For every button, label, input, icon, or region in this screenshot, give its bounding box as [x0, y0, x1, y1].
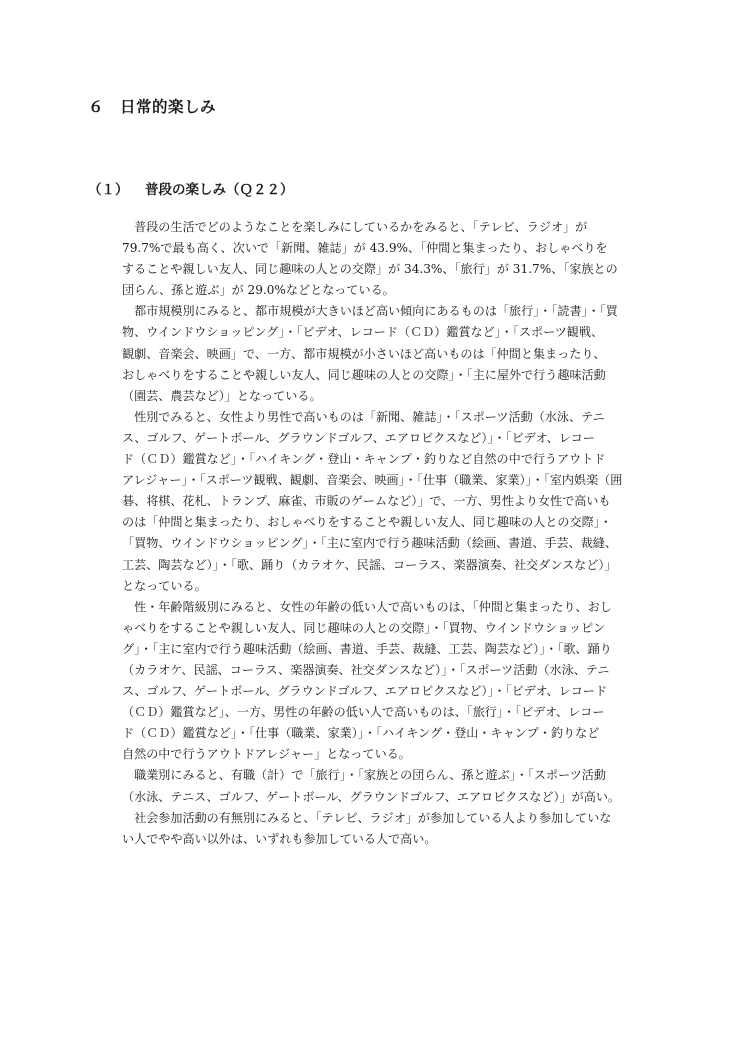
text-line: ス、ゴルフ、ゲートボール、グラウンドゴルフ、エアロビクスなど）」・「ビデオ、レコー	[122, 430, 595, 445]
text-line: ゃべりをすることや親しい友人、同じ趣味の人との交際」・「買物、ウインドウショッピン	[122, 620, 606, 635]
body-text	[122, 217, 682, 850]
text-line: 性・年齢階級別にみると、女性の年齢の低い人で高いものは、「仲間と集まったり、おし	[122, 599, 612, 614]
text-line: グ」・「主に室内で行う趣味活動（絵画、書道、手芸、裁縫、工芸、陶芸など）」・「歌、踊り	[122, 641, 612, 656]
text-line: 79.7%で最も高く、次いで「新聞、雑誌」が 43.9%、「仲間と集まったり、おしゃべりを	[122, 241, 608, 256]
text-line: ド（ＣＤ）鑑賞など」・「仕事（職業、家業）」・「ハイキング・登山・キャンプ・釣りなど	[122, 726, 600, 741]
text-line: 自然の中で行うアウトドアレジャー」となっている。	[122, 747, 411, 762]
text-line: 碁、将棋、花札、トランプ、麻雀、市販のゲームなど）」で、一方、男性より女性で高いも	[122, 494, 611, 509]
text-line: （園芸、農芸など）」となっている。	[122, 388, 322, 403]
text-line: 「買物、ウインドウショッピング」・「主に室内で行う趣味活動（絵画、書道、手芸、裁縫、	[122, 536, 617, 551]
text-line: 社会参加活動の有無別にみると、「テレビ、ラジオ」が参加している人より参加していな	[122, 810, 612, 825]
chapter-number: ６	[88, 98, 105, 116]
section-heading	[88, 178, 294, 198]
text-line: 工芸、陶芸など）」・「歌、踊り（カラオケ、民謡、コーラス、楽器演奏、社交ダンスなど）」	[122, 557, 617, 572]
text-line: い人でやや高い以外は、いずれも参加している人で高い。	[122, 831, 437, 846]
text-line: （カラオケ、民謡、コーラス、楽器演奏、社交ダンスなど）」・「スポーツ活動（水泳、テニ	[122, 662, 610, 677]
text-line: 職業別にみると、有職（計）で「旅行」・「家族との団らん、孫と遊ぶ」・「スポーツ活動	[122, 768, 606, 783]
text-line: アレジャー」・「スポーツ観戦、観劇、音楽会、映画」・「仕事（職業、家業）」・「室内娯楽（囲	[122, 473, 623, 488]
section-title: 普段の楽しみ（Ｑ２２）	[145, 182, 294, 198]
text-line: （ＣＤ）鑑賞など」、一方、男性の年齢の低い人で高いものは、「旅行」・「ビデオ、レコー	[122, 705, 605, 720]
text-line: 性別でみると、女性より男性で高いものは「新聞、雑誌」・「スポーツ活動（水泳、テニ	[122, 409, 605, 424]
text-line: 物、ウインドウショッピング」・「ビデオ、レコード（ＣＤ）鑑賞など」・「スポーツ観戦、	[122, 325, 604, 340]
text-line: おしゃべりをすることや親しい友人、同じ趣味の人との交際」・「主に屋外で行う趣味活動	[122, 367, 606, 382]
text-line: ド（ＣＤ）鑑賞など」・「ハイキング・登山・キャンプ・釣りなど自然の中で行うアウトド	[122, 452, 606, 467]
text-line: となっている。	[122, 578, 207, 593]
text-line: 団らん、孫と遊ぶ」が 29.0%などとなっている。	[122, 283, 395, 298]
text-line: 都市規模別にみると、都市規模が大きいほど高い傾向にあるものは「旅行」・「読書」・「買	[122, 304, 618, 319]
section-number: （１）	[88, 182, 129, 198]
text-line: （水泳、テニス、ゴルフ、ゲートボール、グラウンドゴルフ、エアロビクスなど）」が高い。	[122, 789, 621, 804]
chapter-title: 日常的楽しみ	[120, 98, 217, 116]
text-line: のは「仲間と集まったり、おしゃべりをすることや親しい友人、同じ趣味の人との交際」・	[122, 515, 612, 530]
text-line: ス、ゴルフ、ゲートボール、グラウンドゴルフ、エアロビクスなど）」・「ビデオ、レコード	[122, 684, 608, 699]
chapter-heading	[88, 95, 216, 117]
text-line: 普段の生活でどのようなことを楽しみにしているかをみると、「テレビ、ラジオ」が	[122, 220, 588, 234]
text-line: 観劇、音楽会、映画」で、一方、都市規模が小さいほど高いものは「仲間と集まったり、	[122, 346, 606, 361]
text-line: することや親しい友人、同じ趣味の人との交際」が 34.3%、「旅行」が 31.7%、「家族との	[122, 262, 618, 277]
